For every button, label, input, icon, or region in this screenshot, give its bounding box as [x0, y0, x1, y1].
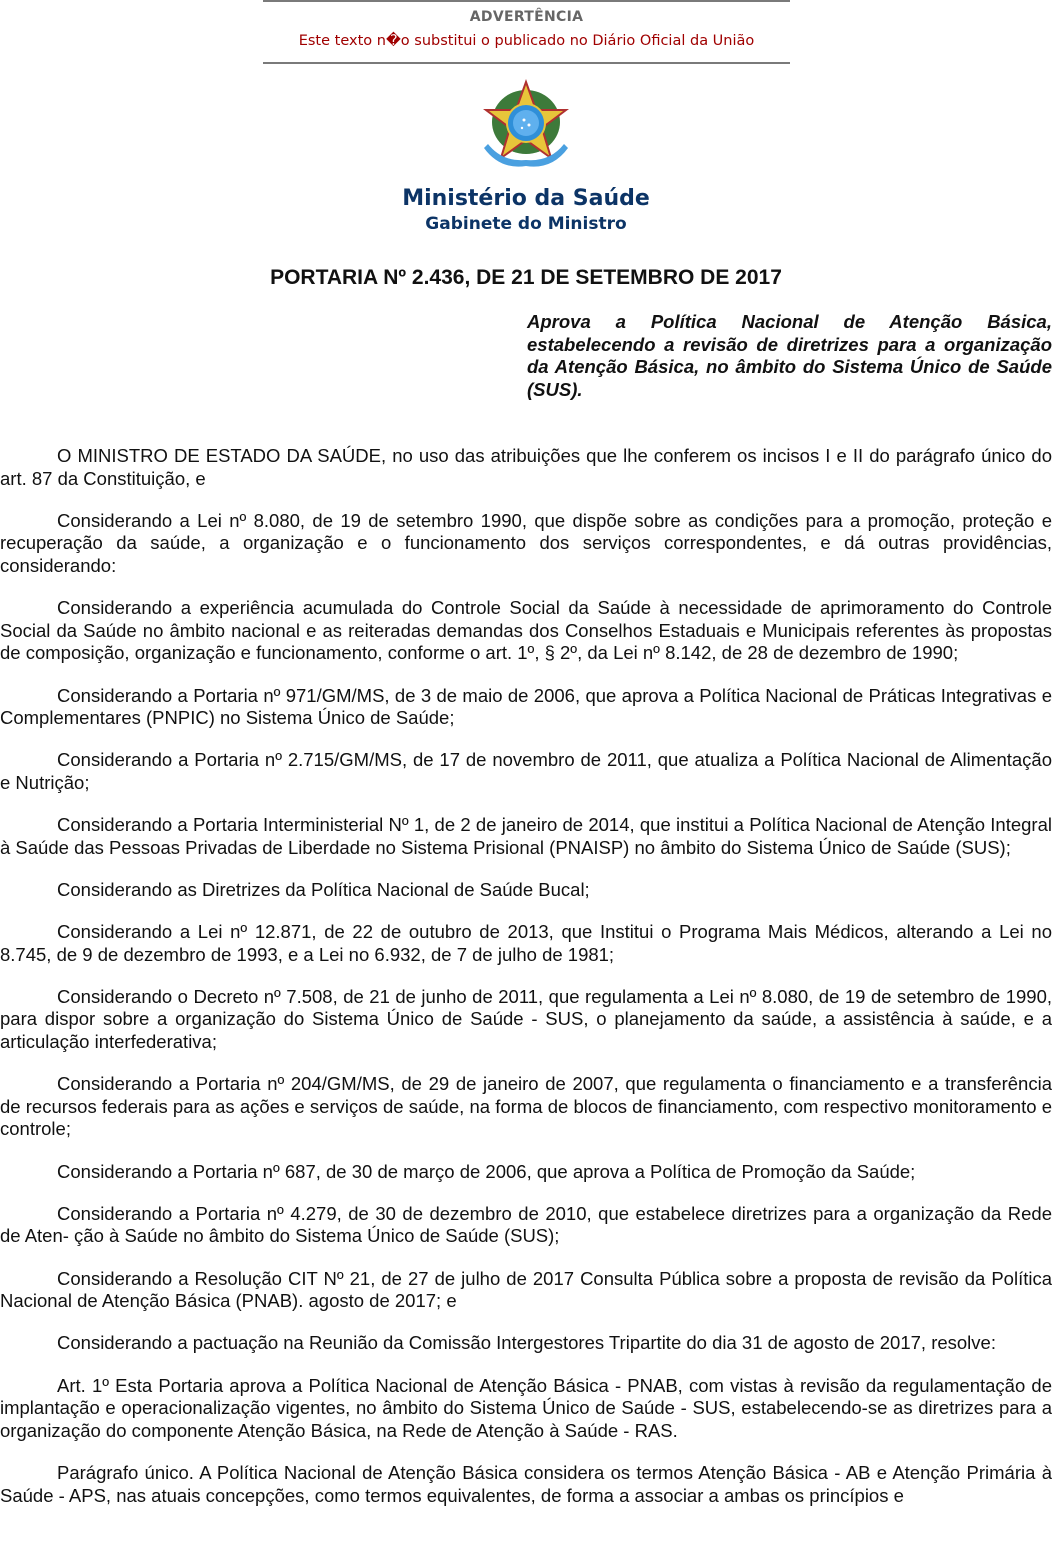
paragraph: Considerando a Portaria nº 2.715/GM/MS, de 17 de novembro de 2011, que atualiza a Política Nacional de Alimentação e Nutrição;	[0, 749, 1052, 793]
paragraph: Considerando a pactuação na Reunião da Comissão Intergestores Tripartite do dia 31 de agosto de 2017, resolve:	[57, 1332, 996, 1354]
document-body	[0, 445, 1052, 1527]
ministry-name: Ministério da Saúde	[402, 186, 650, 211]
paragraph: Considerando a Portaria nº 4.279, de 30 de dezembro de 2010, que estabelece diretrizes para a organização da Rede de Aten- ção à Saúde no âmbito do Sistema Único de Saúde (SUS);	[0, 1202, 1052, 1247]
document-title: PORTARIA Nº 2.436, DE 21 DE SETEMBRO DE 2017	[270, 266, 782, 289]
document-summary: Aprova a Política Nacional de Atenção Básica, estabelecendo a revisão de diretrizes para a organização da Atenção Básica, no âmbito do Sistema Único de Saúde (SUS).	[527, 311, 1052, 400]
office-name: Gabinete do Ministro	[425, 214, 627, 234]
warning-title: ADVERTÊNCIA	[469, 9, 584, 25]
paragraph: Considerando a experiência acumulada do Controle Social da Saúde à necessidade de aprimoramento do Controle Social da Saúde no âmbito nacional e as reiteradas demandas dos Conselhos Estaduais e Municipais referentes às propostas de composição, organização e funcionamento, conforme o art. 1º, § 2º, da Lei nº 8.142, de 28 de dezembro de 1990;	[0, 597, 1052, 664]
paragraph: Considerando a Lei nº 8.080, de 19 de setembro 1990, que dispõe sobre as condições para a promoção, proteção e recuperação da saúde, a organização e o funcionamento dos serviços correspondentes, e dá outras providências, considerando:	[0, 509, 1052, 576]
paragraph: Considerando a Portaria nº 204/GM/MS, de 29 de janeiro de 2007, que regulamenta o financiamento e a transferência de recursos federais para as ações e serviços de saúde, na forma de blocos de financiamento, com respectivo monitoramento e controle;	[0, 1073, 1052, 1140]
paragraph: Considerando a Portaria nº 971/GM/MS, de 3 de maio de 2006, que aprova a Política Nacional de Práticas Integrativas e Complementares (PNPIC) no Sistema Único de Saúde;	[0, 684, 1052, 729]
warning-box	[263, 0, 790, 64]
paragraph: Considerando a Lei nº 12.871, de 22 de outubro de 2013, que Institui o Programa Mais Médicos, alterando a Lei no 8.745, de 9 de dezembro de 1993, e a Lei no 6.932, de 7 de julho de 1981;	[0, 921, 1052, 965]
warning-text: Este texto n�o substitui o publicado no Diário Oficial da União	[298, 33, 755, 49]
paragraph: Considerando a Portaria Interministerial Nº 1, de 2 de janeiro de 2014, que institui a Política Nacional de Atenção Integral à Saúde das Pessoas Privadas de Liberdade no Sistema Prisional (PNAISP) no âmbito do Sistema Único de Saúde (SUS);	[0, 814, 1052, 858]
paragraph: O MINISTRO DE ESTADO DA SAÚDE, no uso das atribuições que lhe conferem os incisos I e II do parágrafo único do art. 87 da Constituição, e	[0, 445, 1052, 489]
paragraph: Considerando a Portaria nº 687, de 30 de março de 2006, que aprova a Política de Promoção da Saúde;	[57, 1160, 916, 1182]
paragraph: Considerando a Resolução CIT Nº 21, de 27 de julho de 2017 Consulta Pública sobre a proposta de revisão da Política Nacional de Atenção Básica (PNAB). agosto de 2017; e	[0, 1267, 1052, 1312]
paragraph: Considerando as Diretrizes da Política Nacional de Saúde Bucal;	[57, 878, 590, 900]
paragraph: Parágrafo único. A Política Nacional de Atenção Básica considera os termos Atenção Básica - AB e Atenção Primária à Saúde - APS, nas atuais concepções, como termos equivalentes, de forma a associar a ambas os princípios e	[0, 1461, 1052, 1506]
coat-of-arms-icon	[480, 78, 572, 172]
paragraph: Art. 1º Esta Portaria aprova a Política Nacional de Atenção Básica - PNAB, com vistas à revisão da regulamentação de implantação e operacionalização vigentes, no âmbito do Sistema Único de Saúde - SUS, estabelecendo-se as diretrizes para a organização do componente Atenção Básica, na Rede de Atenção à Saúde - RAS.	[0, 1374, 1052, 1441]
paragraph: Considerando o Decreto nº 7.508, de 21 de junho de 2011, que regulamenta a Lei nº 8.080, de 19 de setembro de 1990, para dispor sobre a organização do Sistema Único de Saúde - SUS, o planejamento da saúde, a assistência à saúde, e a articulação interfederativa;	[0, 985, 1052, 1053]
